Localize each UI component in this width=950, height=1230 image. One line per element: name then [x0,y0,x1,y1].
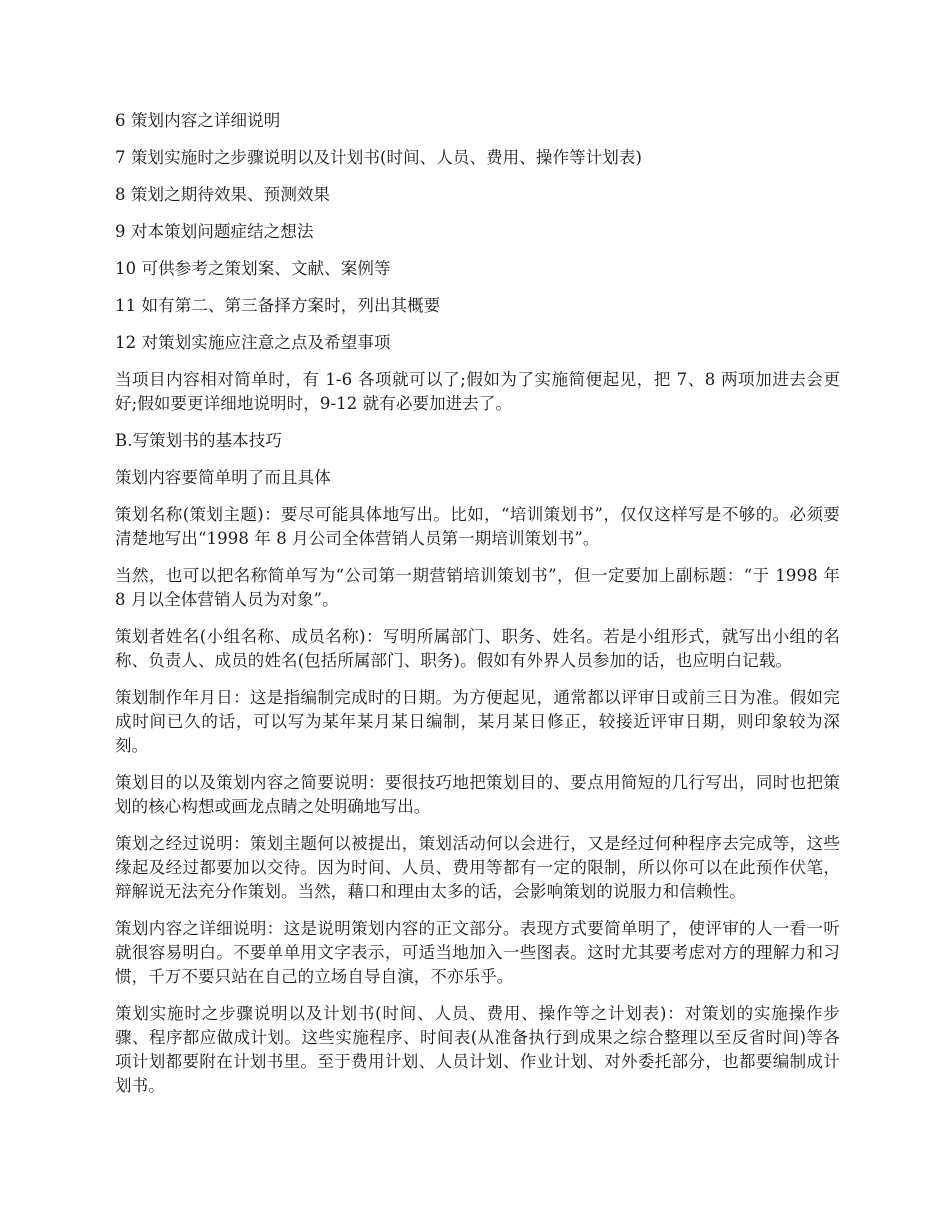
paragraph-plan-background: 策划之经过说明：策划主题何以被提出，策划活动何以会进行，又是经过何种程序去完成等，这些缘起及经过都要加以交待。因为时间、人员、费用等都有一定的限制，所以你可以在此预作伏笔，辩解说无法充分作策划。当然，藉口和理由太多的话，会影响策划的说服力和信赖性。 [115,834,840,901]
list-item-12: 12 对策划实施应注意之点及希望事项 [115,333,391,352]
list-item-7: 7 策划实施时之步骤说明以及计划书(时间、人员、费用、操作等计划表) [115,148,643,167]
paragraph-plan-name: 策划名称(策划主题)：要尽可能具体地写出。比如，“培训策划书”，仅仅这样写是不够的。必须要清楚地写出“1998 年 8 月公司全体营销人员第一期培训策划书”。 [115,505,840,548]
paragraph-plan-details: 策划内容之详细说明：这是说明策划内容的正文部分。表现方式要简单明了，使评审的人一看一听就很容易明白。不要单单用文字表示，可适当地加入一些图表。这时尤其要考虑对方的理解力和习惯，千万不要只站在自己的立场自导自演，不亦乐乎。 [115,919,840,986]
paragraph-plan-name-alt: 当然，也可以把名称简单写为“公司第一期营销培训策划书”，但一定要加上副标题：“于 1998 年 8 月以全体营销人员为对象”。 [115,566,840,609]
paragraph-principle: 策划内容要简单明了而且具体 [115,468,331,487]
paragraph-item-scope: 当项目内容相对简单时，有 1-6 各项就可以了;假如为了实施简便起见，把 7、8 两项加进去会更好;假如要更详细地说明时，9-12 就有必要加进去了。 [115,370,840,413]
list-item-10: 10 可供参考之策划案、文献、案例等 [115,259,391,278]
section-heading-b: B.写策划书的基本技巧 [115,431,282,450]
list-item-8: 8 策划之期待效果、预测效果 [115,185,331,204]
paragraph-plan-purpose: 策划目的以及策划内容之简要说明：要很技巧地把策划目的、要点用简短的几行写出，同时也把策划的核心构想或画龙点睛之处明确地写出。 [115,773,840,816]
paragraph-plan-date: 策划制作年月日：这是指编制完成时的日期。为方便起见，通常都以评审日或前三日为准。假如完成时间已久的话，可以写为某年某月某日编制，某月某日修正，较接近评审日期，则印象较为深刻。 [115,688,840,755]
paragraph-planner-name: 策划者姓名(小组名称、成员名称)：写明所属部门、职务、姓名。若是小组形式，就写出小组的名称、负责人、成员的姓名(包括所属部门、职务)。假如有外界人员参加的话，也应明白记载。 [115,627,840,670]
list-item-6: 6 策划内容之详细说明 [115,111,281,130]
list-item-11: 11 如有第二、第三备择方案时，列出其概要 [115,296,441,315]
list-item-9: 9 对本策划问题症结之想法 [115,222,314,241]
document-body [115,109,840,1111]
paragraph-plan-steps: 策划实施时之步骤说明以及计划书(时间、人员、费用、操作等之计划表)：对策划的实施操作步骤、程序都应做成计划。这些实施程序、时间表(从准备执行到成果之综合整理以至反省时间)等各项计划都要附在计划书里。至于费用计划、人员计划、作业计划、对外委托部分，也都要编制成计划书。 [115,1004,840,1095]
